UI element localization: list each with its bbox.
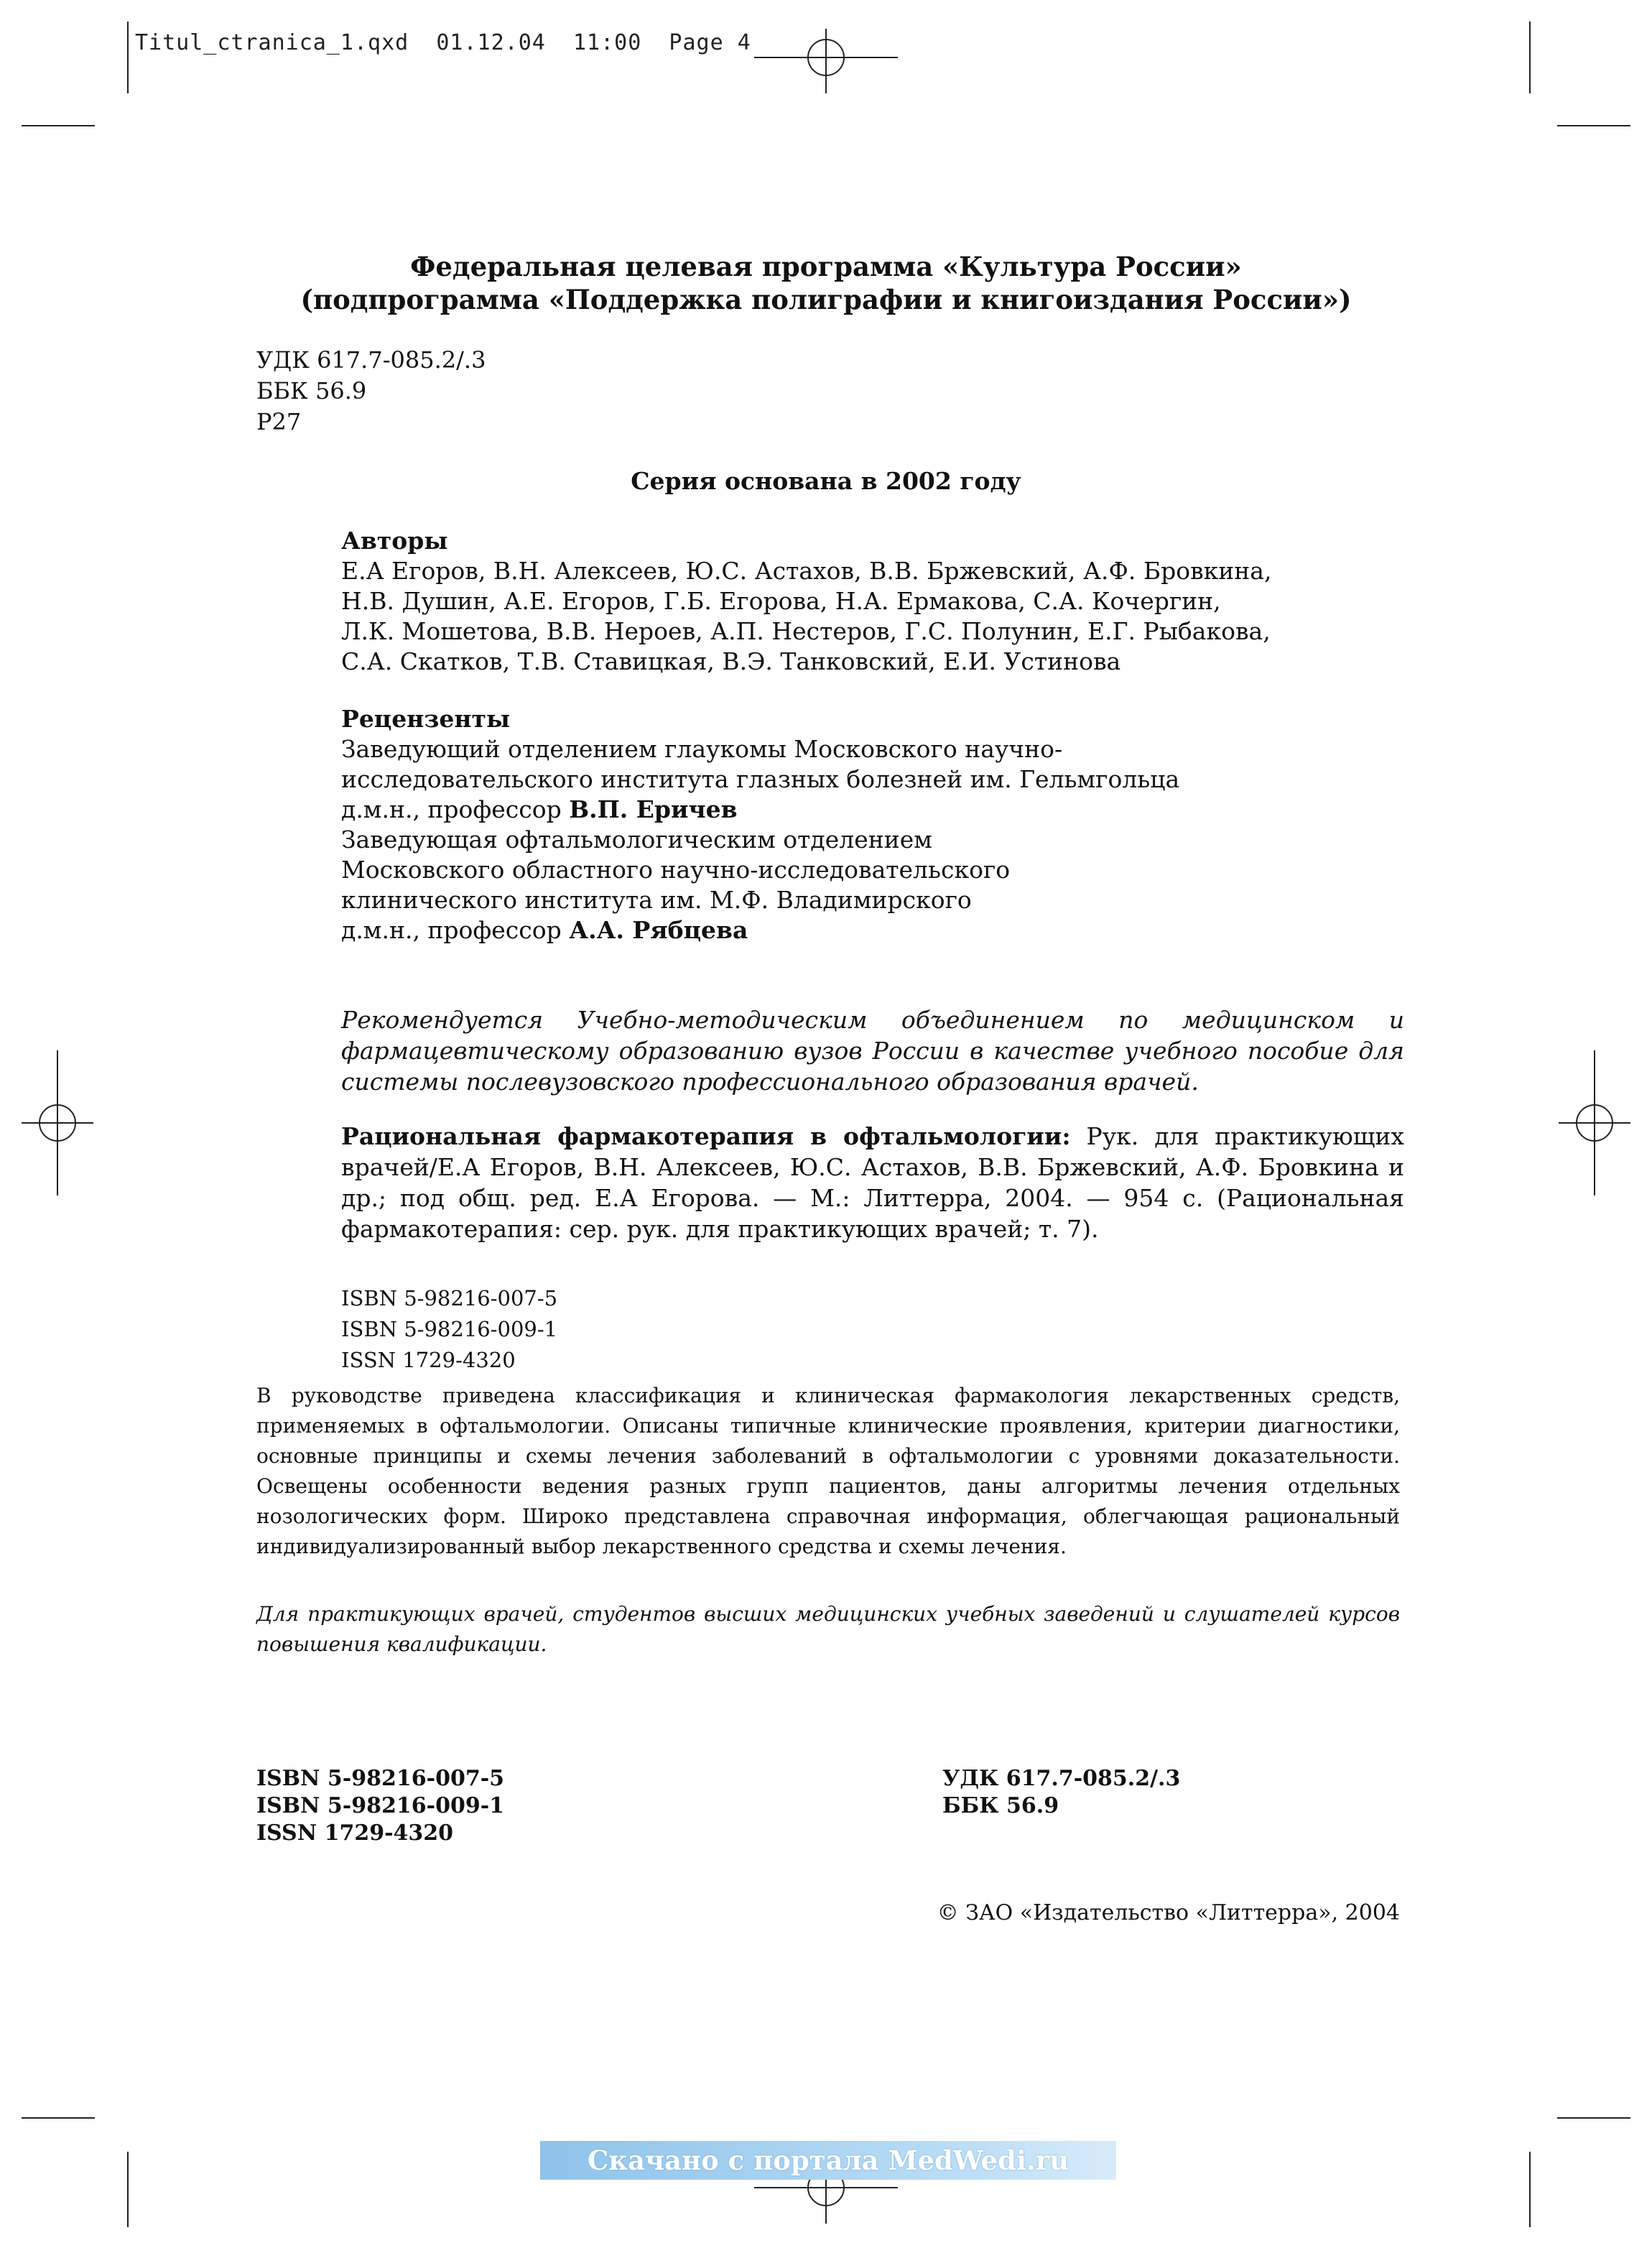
audience-note: Для практикующих врачей, студентов высших медицинских учебных заведений и слушателей курсов повышения квалификации.	[256, 1602, 1400, 1656]
reviewer2-line: клинического института им. М.Ф. Владимирского	[341, 886, 972, 914]
registration-mark-right	[1559, 1050, 1630, 1195]
registration-mark-top	[754, 29, 898, 93]
download-watermark-banner	[540, 2141, 1116, 2180]
issn-line: ISSN 1729-4320	[341, 1348, 516, 1372]
bottom-issn-line: ISSN 1729-4320	[256, 1821, 454, 1846]
reviewer1-credit	[341, 795, 1404, 825]
citation-details: Рук. для практикующих врачей/Е.А Егоров, В.Н. Алексеев, Ю.С. Астахов, В.В. Бржевский, А.Ф. Бровкина и др.; под общ. ред. Е.А Егорова. — М.: Литтерра, 2004. — 954 с. (Рациональная фармакотерапия: сер. рук. для практикующих врачей; т. 7).	[341, 1122, 1405, 1243]
reviewer2-name: А.А. Рябцева	[569, 916, 748, 944]
authors-section	[341, 526, 1404, 677]
bibliographic-citation	[341, 1121, 1404, 1244]
authors-line: Е.А Егоров, В.Н. Алексеев, Ю.С. Астахов, В.В. Бржевский, А.Ф. Бровкина,	[341, 557, 1272, 585]
reviewers-section	[341, 704, 1404, 945]
authors-heading: Авторы	[341, 527, 448, 555]
authors-line: Н.В. Душин, А.Е. Егоров, Г.Б. Егорова, Н.А. Ермакова, С.А. Кочергин,	[341, 587, 1221, 615]
bottom-isbn-line: ISBN 5-98216-007-5	[256, 1766, 505, 1791]
reviewer2-credit	[341, 915, 1404, 945]
authors-line: С.А. Скатков, Т.В. Ставицкая, В.Э. Танковский, Е.И. Устинова	[341, 647, 1121, 675]
file-slug: Titul_ctranica_1.qxd 01.12.04 11:00 Page 4	[135, 30, 751, 55]
reviewer2-line: Заведующая офтальмологическим отделением	[341, 825, 932, 854]
classification-codes	[256, 345, 486, 438]
author-mark: Р27	[256, 408, 302, 435]
program-title-line2: (подпрограмма «Поддержка полиграфии и книгоиздания России»)	[300, 284, 1352, 315]
registration-mark-left	[22, 1050, 93, 1195]
reviewer2-title: д.м.н., профессор	[341, 916, 570, 944]
isbn-line: ISBN 5-98216-007-5	[341, 1286, 558, 1310]
udk-code: УДК 617.7-085.2/.3	[256, 346, 486, 374]
bbk-code: ББК 56.9	[256, 377, 367, 404]
bottom-bbk: ББК 56.9	[942, 1793, 1059, 1818]
bottom-isbn-line: ISBN 5-98216-009-1	[256, 1793, 505, 1818]
recommendation-note: Рекомендуется Учебно-методическим объединением по медицинском и фармацевтическому образованию вузов России в качестве учебного пособие для системы послевузовского профессионального образования врачей.	[341, 1006, 1404, 1096]
reviewer2-line: Московского областного научно-исследовательского	[341, 856, 1011, 884]
bottom-isbn-block	[256, 1765, 504, 1847]
reviewer1-title: д.м.н., профессор	[341, 795, 570, 823]
series-note: Серия основана в 2002 году	[631, 467, 1021, 495]
authors-line: Л.К. Мошетова, В.В. Нероев, А.П. Нестеров, Г.С. Полунин, Е.Г. Рыбакова,	[341, 617, 1271, 645]
bottom-udk: УДК 617.7-085.2/.3	[942, 1766, 1181, 1791]
reviewer1-line: исследовательского института глазных болезней им. Гельмгольца	[341, 765, 1180, 793]
watermark-text: Скачано с портала MedWedi.ru	[587, 2145, 1069, 2176]
isbn-line: ISBN 5-98216-009-1	[341, 1317, 558, 1341]
reviewer1-name: В.П. Еричев	[569, 795, 738, 823]
abstract: В руководстве приведена классификация и клиническая фармакология лекарственных средств, применяемых в офтальмологии. Описаны типичные клинические проявления, критерии диагностики, основные принципы и схемы лечения заболеваний в офтальмологии с уровнями доказательности. Освещены особенности ведения разных групп пациентов, даны алгоритмы лечения отдельных нозологических форм. Широко представлена справочная информация, облегчающая рациональный индивидуализированный выбор лекарственного средства и схемы лечения.	[256, 1384, 1400, 1558]
reviewer1-line: Заведующий отделением глаукомы Московского научно-	[341, 735, 1063, 763]
reviewers-heading: Рецензенты	[341, 705, 511, 733]
citation-title: Рациональная фармакотерапия в офтальмологии:	[341, 1122, 1071, 1150]
copyright-line: © ЗАО «Издательство «Литтерра», 2004	[937, 1900, 1400, 1925]
program-title-line1: Федеральная целевая программа «Культура России»	[410, 251, 1242, 282]
bottom-code-block	[942, 1765, 1180, 1820]
isbn-list	[341, 1283, 557, 1376]
